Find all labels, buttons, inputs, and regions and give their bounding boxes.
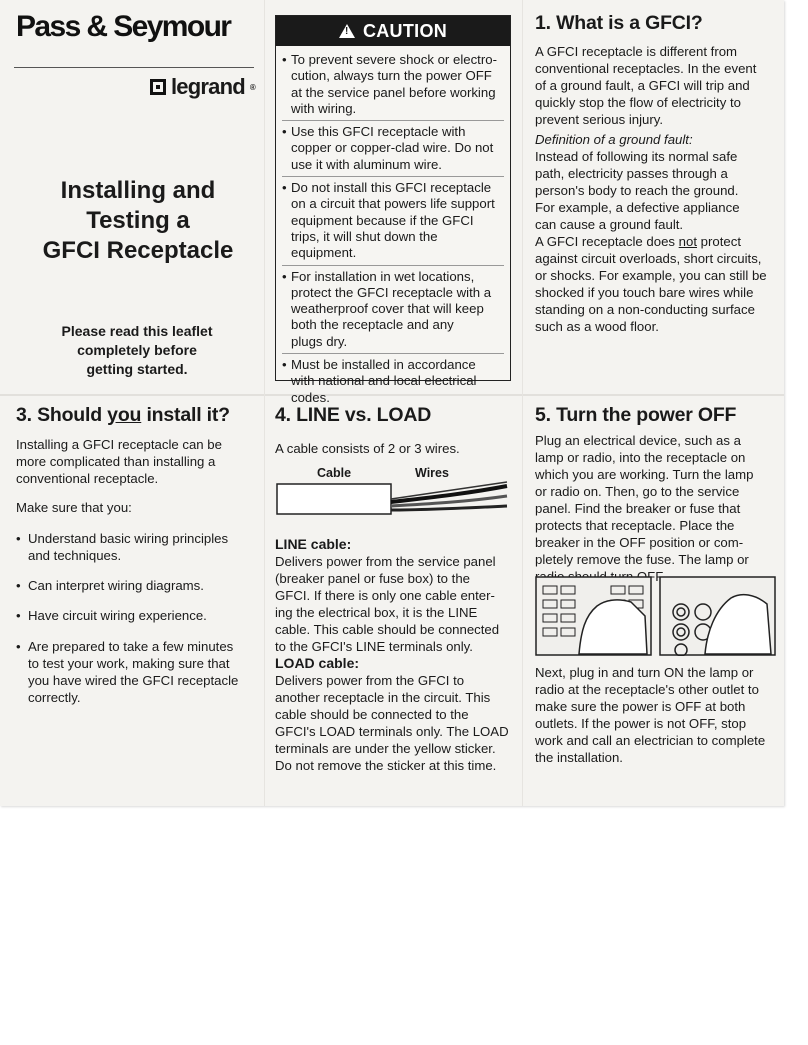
caution-line: at the service panel before working [291, 84, 496, 100]
legrand-icon [150, 79, 166, 95]
caution-line: For installation in wet locations, [291, 268, 475, 284]
bullet-icon: • [16, 531, 21, 546]
caution-line: both the receptacle and any [291, 317, 454, 333]
requirement-line: correctly. [28, 690, 81, 705]
text-line: Installing a GFCI receptacle can be [16, 437, 222, 452]
bullet-icon: • [282, 124, 287, 140]
caution-line: weatherproof cover that will keep [291, 301, 484, 317]
text-line: cable should be connected to the [275, 707, 469, 722]
caution-line: Must be installed in accordance [291, 357, 476, 373]
bullet-icon: • [282, 268, 287, 284]
service-panel-illustration [535, 576, 777, 656]
brand-logo: Pass & Seymour [16, 10, 231, 43]
cable-illustration [275, 480, 511, 522]
line-cable-heading: LINE cable: [275, 536, 352, 552]
p3-not: not [678, 234, 698, 249]
caution-line: on a circuit that powers life support [291, 196, 495, 212]
legrand-wordmark: legrand [171, 74, 245, 99]
section-4-intro: A cable consists of 2 or 3 wires. [275, 441, 460, 456]
caution-line: equipment because if the GFCI [291, 212, 474, 228]
bullet-icon: • [282, 357, 287, 373]
requirement-item [16, 577, 254, 594]
legrand-logo [150, 74, 255, 100]
requirement-item [16, 530, 254, 564]
read-note-line-3: getting started. [86, 361, 188, 377]
requirement-line: to test your work, making sure that [28, 656, 230, 671]
registered-mark: ® [249, 82, 255, 92]
text-line: Instead of following its normal safe [535, 149, 738, 164]
fold-line-vertical-1 [264, 0, 265, 806]
text-line: shocked if you touch bare wires while [535, 285, 754, 300]
section-5-heading: 5. Turn the power OFF [535, 404, 737, 426]
text-line: panel. Find the breaker or fuse that [535, 501, 741, 516]
requirement-line: Are prepared to take a few minutes [28, 639, 234, 654]
caution-item [282, 269, 504, 350]
text-line: Delivers power from the GFCI to [275, 673, 465, 688]
caution-line: copper or copper-clad wire. Do not [291, 140, 494, 156]
caution-line: Do not install this GFCI receptacle [291, 180, 492, 196]
requirement-item [16, 607, 254, 624]
text-line: conventional receptacle. [16, 471, 159, 486]
section-5-paragraph-1 [535, 432, 780, 585]
make-sure-label: Make sure that you: [16, 500, 132, 515]
caution-line: with national and local electrical [291, 373, 477, 389]
caution-separator [282, 353, 504, 354]
section-1-paragraph-2 [535, 148, 780, 233]
s3-heading-post: install it? [141, 404, 230, 426]
text-line: quickly stop the flow of electricity to [535, 95, 741, 110]
text-line: which you are working. Turn the lamp [535, 467, 754, 482]
cable-label: Cable [317, 466, 352, 480]
caution-line: equipment. [291, 245, 357, 261]
text-line: another receptacle in the circuit. This [275, 690, 491, 705]
text-line: work and call an electrician to complete [535, 733, 766, 748]
requirement-line: you have wired the GFCI receptacle [28, 673, 239, 688]
caution-line: cution, always turn the power OFF [291, 68, 492, 84]
section-4-heading: 4. LINE vs. LOAD [275, 404, 432, 426]
text-line: breaker in the OFF position or com- [535, 535, 744, 550]
text-line: such as a wood floor. [535, 319, 659, 334]
text-line: For example, a defective appliance [535, 200, 740, 215]
text-line: Delivers power from the service panel [275, 554, 496, 569]
read-leaflet-note [34, 322, 240, 379]
caution-line: To prevent severe shock or electro- [291, 52, 497, 67]
text-line: radio at the receptacle's other outlet to [535, 682, 759, 697]
caution-heading: CAUTION [362, 20, 448, 41]
text-line: the installation. [535, 750, 623, 765]
text-line: prevent serious injury. [535, 112, 664, 127]
load-cable-text [275, 672, 515, 774]
text-line: (breaker panel or fuse box) to the [275, 571, 470, 586]
read-note-line-2: completely before [77, 342, 197, 358]
caution-item [282, 52, 504, 117]
text-line: of a ground fault, a GFCI will trip and [535, 78, 750, 93]
caution-line: trips, it will shut down the [291, 228, 438, 244]
caution-item [282, 124, 504, 173]
caution-separator [282, 265, 504, 266]
section-3-intro [16, 436, 256, 487]
section-1-paragraph-1 [535, 43, 780, 128]
text-line: outlets. If the power is not OFF, stop [535, 716, 747, 731]
fold-line-vertical-2 [522, 0, 523, 806]
brand-divider [14, 67, 254, 68]
read-note-line-1: Please read this leaflet [61, 323, 213, 339]
section-1-paragraph-3 [535, 233, 780, 335]
text-line: GFCI's LOAD terminals only. The LOAD [275, 724, 509, 739]
section-5-paragraph-2 [535, 664, 780, 766]
requirement-item [16, 638, 254, 706]
caution-line: codes. [291, 389, 330, 405]
text-line: person's body to reach the ground. [535, 183, 739, 198]
text-line: make sure the power is OFF at both [535, 699, 746, 714]
caution-separator [282, 176, 504, 177]
bullet-icon: • [16, 608, 21, 623]
text-line: pletely remove the fuse. The lamp or [535, 552, 749, 567]
text-line: standing on a non-conducting surface [535, 302, 755, 317]
white-wire [391, 506, 507, 510]
load-cable-heading: LOAD cable: [275, 655, 360, 671]
text-line: against circuit overloads, short circuits, [535, 251, 762, 266]
text-line: to the GFCI's LINE terminals only. [275, 639, 473, 654]
title-line-1: Installing and [60, 177, 216, 204]
text-line: Next, plug in and turn ON the lamp or [535, 665, 754, 680]
cable-sheath [277, 484, 391, 514]
warning-triangle-icon [339, 24, 355, 38]
bullet-icon: • [282, 180, 287, 196]
p3-pre: A GFCI receptacle does [535, 234, 679, 249]
requirement-line: Understand basic wiring principles [28, 531, 229, 546]
s3-heading-pre: 3. Should [16, 404, 108, 426]
text-line: or shocks. For example, you can still be [535, 268, 767, 283]
title-line-3: GFCI Receptacle [42, 237, 234, 264]
text-line: GFCI. If there is only one cable enter- [275, 588, 495, 603]
text-line: or radio on. Then, go to the service [535, 484, 740, 499]
ground-fault-definition-label: Definition of a ground fault: [535, 132, 693, 147]
text-line: protects that receptacle. Place the [535, 518, 735, 533]
caution-separator [282, 120, 504, 121]
p3-post: protect [697, 234, 741, 249]
bullet-icon: • [16, 639, 21, 654]
caution-line: use it with aluminum wire. [291, 156, 442, 172]
requirement-line: and techniques. [28, 548, 122, 563]
text-line: Do not remove the sticker at this time. [275, 758, 497, 773]
requirement-line: Have circuit wiring experience. [28, 608, 207, 623]
text-line: Plug an electrical device, such as a [535, 433, 741, 448]
caution-line: Use this GFCI receptacle with [291, 124, 466, 140]
caution-line: with wiring. [291, 100, 357, 116]
s3-heading-you: you [107, 404, 142, 426]
text-line: path, electricity passes through a [535, 166, 728, 181]
caution-line: plugs dry. [291, 333, 348, 349]
title-line-2: Testing a [86, 207, 190, 234]
wires-label: Wires [415, 466, 449, 480]
text-line: can cause a ground fault. [535, 217, 684, 232]
requirement-line: Can interpret wiring diagrams. [28, 578, 204, 593]
bullet-icon: • [16, 578, 21, 593]
section-1-heading: 1. What is a GFCI? [535, 12, 703, 34]
caution-box [275, 15, 511, 405]
text-line: cable. This cable should be connected [275, 622, 500, 637]
caution-line: protect the GFCI receptacle with a [291, 284, 492, 300]
text-line: conventional receptacles. In the event [535, 61, 757, 76]
text-line: A GFCI receptacle is different from [535, 44, 738, 59]
bullet-icon: • [282, 52, 287, 67]
text-line: terminals are under the yellow sticker. [275, 741, 496, 756]
text-line: ing the electrical box, it is the LINE [275, 605, 478, 620]
cable-diagram [275, 462, 511, 522]
text-line: lamp or radio, into the receptacle on [535, 450, 746, 465]
text-line: more complicated than installing a [16, 454, 216, 469]
section-3-heading [16, 404, 230, 427]
caution-item [282, 180, 504, 261]
caution-header [276, 16, 510, 46]
line-cable-text [275, 553, 515, 655]
caution-item [282, 357, 504, 406]
page-title [20, 176, 256, 266]
